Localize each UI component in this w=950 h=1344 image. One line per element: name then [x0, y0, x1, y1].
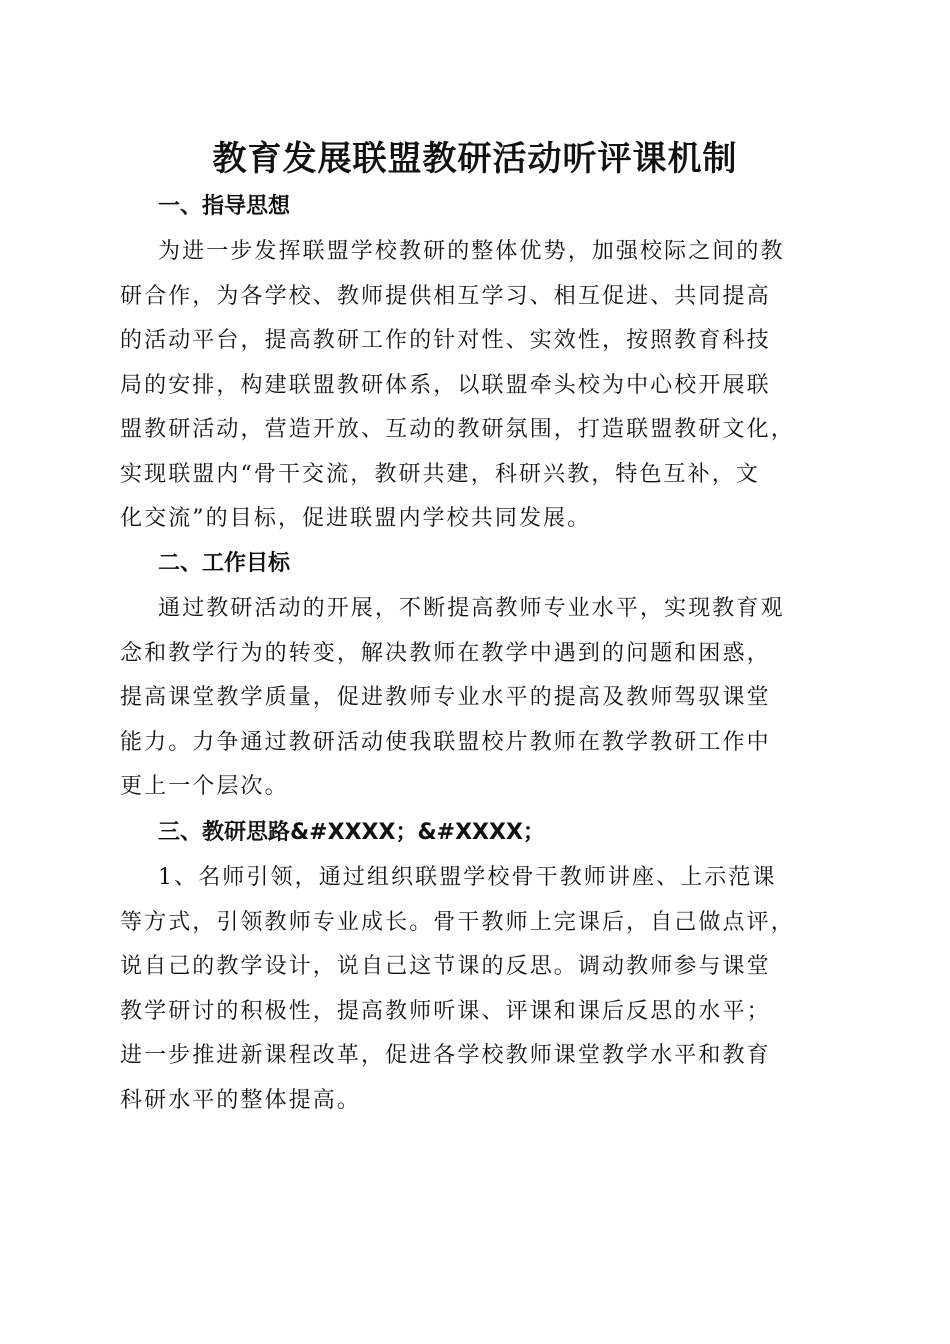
section-heading-guiding-ideology: 一、指导思想 [158, 194, 291, 219]
section-paragraph-research-approach [120, 856, 842, 1123]
paragraph-line: 为进一步发挥联盟学校教研的整体优势，加强校际之间的教 [158, 239, 785, 264]
paragraph-line: 实现联盟内“骨干交流，教研共建，科研兴教，特色互补，文 [120, 461, 760, 487]
paragraph-line: 1、名师引领，通过组织联盟学校骨干教师讲座、上示范课 [158, 865, 777, 890]
paragraph-line: 提高课堂教学质量，促进教师专业水平的提高及教师驾驭课堂 [120, 685, 771, 710]
section-paragraph-guiding-ideology [120, 230, 842, 542]
paragraph-line: 研合作，为各学校、教师提供相互学习、相互促进、共同提高 [120, 283, 771, 309]
paragraph-line: 通过教研活动的开展，不断提高教师专业水平，实现教育观 [158, 596, 785, 621]
paragraph-line: 能力。力争通过教研活动使我联盟校片教师在教学教研工作中 [120, 729, 771, 755]
paragraph-line: 科研水平的整体提高。 [120, 1087, 362, 1113]
section-heading-research-approach: 三、教研思路&#XXXX；&#XXXX； [158, 820, 545, 845]
paragraph-line: 盟教研活动，营造开放、互动的教研氛围，打造联盟教研文化， [120, 417, 795, 442]
paragraph-line: 教学研讨的积极性，提高教师听课、评课和课后反思的水平； [120, 998, 771, 1024]
section-heading-work-goals: 二、工作目标 [158, 551, 291, 576]
paragraph-line: 等方式，引领教师专业成长。骨干教师上完课后，自己做点评， [120, 909, 795, 935]
document-title: 教育发展联盟教研活动听评课机制 [212, 139, 738, 179]
paragraph-line: 念和教学行为的转变，解决教师在教学中遇到的问题和困惑， [120, 640, 771, 666]
paragraph-line: 局的安排，构建联盟教研体系，以联盟牵头校为中心校开展联 [120, 372, 771, 398]
section-paragraph-work-goals [120, 587, 842, 810]
paragraph-line: 更上一个层次。 [120, 774, 289, 799]
paragraph-line: 进一步推进新课程改革，促进各学校教师课堂教学水平和教育 [120, 1043, 771, 1068]
paragraph-line: 说自己的教学设计，说自己这节课的反思。调动教师参与课堂 [120, 954, 771, 979]
paragraph-line: 化交流”的目标，促进联盟内学校共同发展。 [120, 506, 592, 531]
paragraph-line: 的活动平台，提高教研工作的针对性、实效性，按照教育科技 [120, 328, 771, 353]
